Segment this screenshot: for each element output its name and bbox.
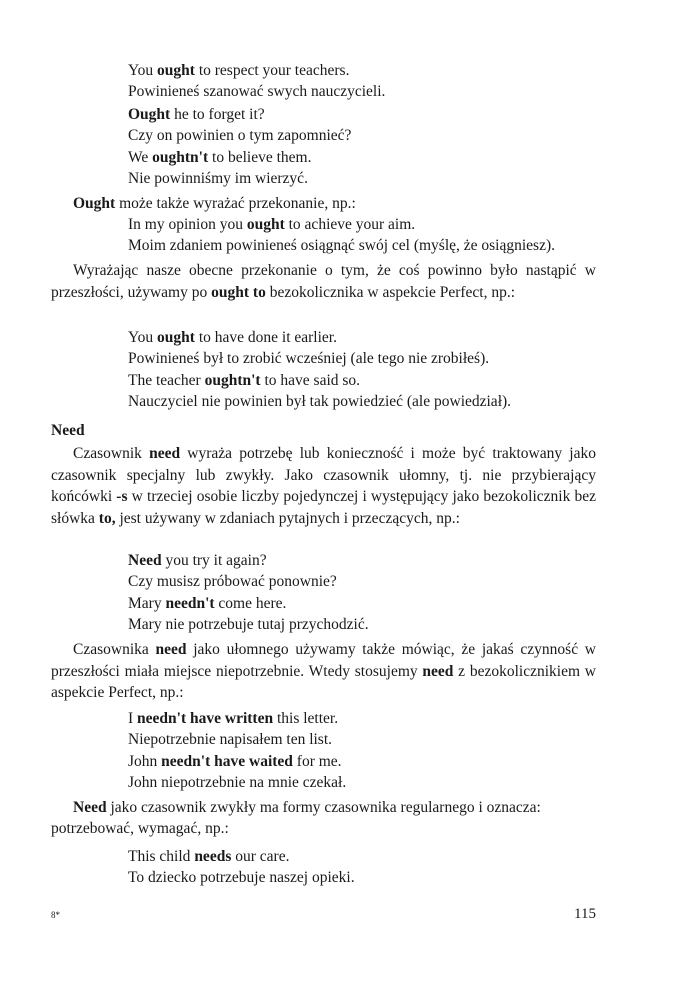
example-line: I needn't have written this letter. — [128, 710, 339, 727]
example-translation: Nauczyciel nie powinien był tak powiedzieć (ale powiedział). — [128, 393, 512, 410]
paragraph-ought-perfect: Wyrażając nasze obecne przekonanie o tym, że coś powinno było nastąpić w przeszłości, używamy po ought to bezokolicznika w aspekcie Perfect, np.: — [51, 262, 596, 301]
signature-mark: 8* — [51, 910, 60, 920]
example-translation: Niepotrzebnie napisałem ten list. — [128, 731, 333, 748]
paragraph-ought-belief: Ought może także wyrażać przekonanie, np.: — [73, 195, 356, 212]
example-translation: John niepotrzebnie na mnie czekał. — [128, 774, 347, 791]
example-translation: Powinieneś szanować swych nauczycieli. — [128, 83, 386, 100]
example-line: Ought he to forget it? — [128, 106, 265, 123]
example-translation: Czy musisz próbować ponownie? — [128, 573, 337, 590]
example-line: John needn't have waited for me. — [128, 753, 342, 770]
page-number: 115 — [574, 906, 596, 922]
example-translation: To dziecko potrzebuje naszej opieki. — [128, 869, 355, 886]
example-translation: Czy on powinien o tym zapomnieć? — [128, 127, 352, 144]
paragraph-need-perfect: Czasownika need jako ułomnego używamy także mówiąc, że jakaś czynność w przeszłości miała miejsce niepotrzebnie. Wtedy stosujemy need z bezokolicznikiem w aspekcie Perfect, np.: — [51, 641, 596, 701]
example-translation: Powinieneś był to zrobić wcześniej (ale tego nie zrobiłeś). — [128, 350, 490, 367]
paragraph-need-regular-line2: potrzebować, wymagać, np.: — [51, 820, 229, 837]
example-translation: Mary nie potrzebuje tutaj przychodzić. — [128, 616, 369, 633]
paragraph-need-regular-line1: Need jako czasownik zwykły ma formy czasownika regularnego i oznacza: — [73, 799, 541, 816]
example-line: Mary needn't come here. — [128, 595, 287, 612]
paragraph-need-modal: Czasownik need wyraża potrzebę lub konieczność i może być traktowany jako czasownik specjalny lub zwykły. Jako czasownik ułomny, tj. nie przybierający końcówki -s w trzeciej osobie liczby pojedynczej i występujący jako bezokolicznik bez słówka to, jest używany w zdaniach pytajnych i przeczących, np.: — [51, 445, 596, 527]
example-line: We oughtn't to believe them. — [128, 149, 312, 166]
example-line: This child needs our care. — [128, 848, 290, 865]
example-line: Need you try it again? — [128, 552, 267, 569]
example-line: You ought to respect your teachers. — [128, 62, 350, 79]
section-heading-need: Need — [51, 422, 85, 439]
example-translation: Moim zdaniem powinieneś osiągnąć swój cel (myślę, że osiągniesz). — [128, 237, 555, 254]
example-line: The teacher oughtn't to have said so. — [128, 372, 361, 389]
example-line: You ought to have done it earlier. — [128, 329, 337, 346]
example-translation: Nie powinniśmy im wierzyć. — [128, 170, 308, 187]
example-line: In my opinion you ought to achieve your aim. — [128, 216, 416, 233]
